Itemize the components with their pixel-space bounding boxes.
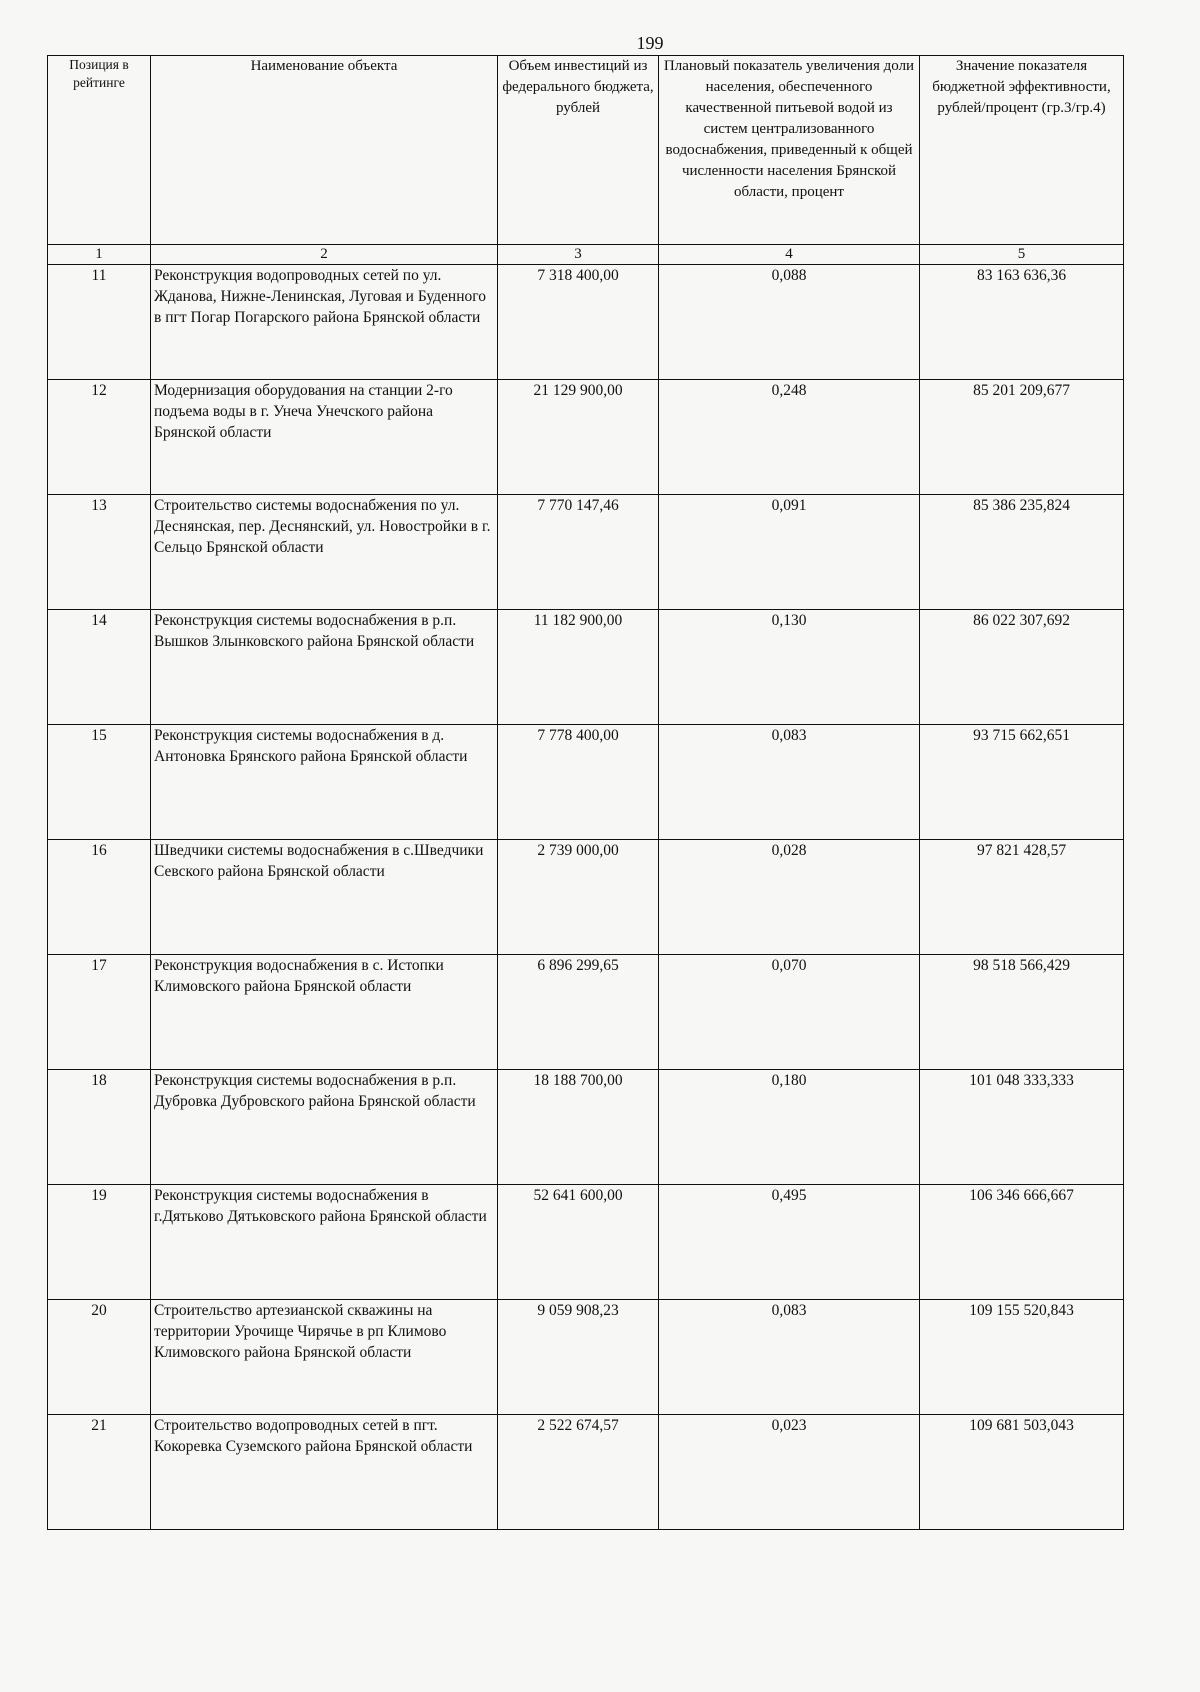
header-position: Позиция в рейтинге: [48, 56, 151, 245]
cell-planned-indicator: 0,028: [659, 840, 920, 955]
cell-budget-efficiency: 83 163 636,36: [920, 265, 1124, 380]
header-investment-amount: Объем инвестиций из федерального бюджета, рублей: [498, 56, 659, 245]
cell-budget-efficiency: 85 201 209,677: [920, 380, 1124, 495]
cell-investment-amount: 21 129 900,00: [498, 380, 659, 495]
cell-object-name: Строительство артезианской скважины на территории Урочище Чирячье в рп Климово Климовского района Брянской области: [151, 1300, 498, 1415]
cell-investment-amount: 6 896 299,65: [498, 955, 659, 1070]
cell-planned-indicator: 0,180: [659, 1070, 920, 1185]
table-row: [48, 955, 1124, 1070]
column-number: 4: [659, 245, 920, 265]
cell-budget-efficiency: 106 346 666,667: [920, 1185, 1124, 1300]
cell-position: 13: [48, 495, 151, 610]
cell-planned-indicator: 0,091: [659, 495, 920, 610]
cell-object-name: Реконструкция системы водоснабжения в д. Антоновка Брянского района Брянской области: [151, 725, 498, 840]
cell-position: 18: [48, 1070, 151, 1185]
cell-budget-efficiency: 109 155 520,843: [920, 1300, 1124, 1415]
cell-object-name: Модернизация оборудования на станции 2-го подъема воды в г. Унеча Унечского района Брянской области: [151, 380, 498, 495]
table-row: [48, 1415, 1124, 1530]
cell-planned-indicator: 0,088: [659, 265, 920, 380]
table-row: [48, 380, 1124, 495]
cell-position: 21: [48, 1415, 151, 1530]
table-row: [48, 1185, 1124, 1300]
cell-position: 11: [48, 265, 151, 380]
cell-investment-amount: 18 188 700,00: [498, 1070, 659, 1185]
cell-budget-efficiency: 85 386 235,824: [920, 495, 1124, 610]
cell-investment-amount: 52 641 600,00: [498, 1185, 659, 1300]
column-number-row: [48, 245, 1124, 265]
cell-position: 12: [48, 380, 151, 495]
cell-planned-indicator: 0,070: [659, 955, 920, 1070]
header-object-name: Наименование объекта: [151, 56, 498, 245]
cell-budget-efficiency: 93 715 662,651: [920, 725, 1124, 840]
cell-object-name: Реконструкция системы водоснабжения в р.п. Дубровка Дубровского района Брянской области: [151, 1070, 498, 1185]
cell-object-name: Строительство системы водоснабжения по ул. Деснянская, пер. Деснянский, ул. Новостройки в г. Сельцо Брянской области: [151, 495, 498, 610]
cell-position: 17: [48, 955, 151, 1070]
cell-investment-amount: 9 059 908,23: [498, 1300, 659, 1415]
table-row: [48, 265, 1124, 380]
cell-investment-amount: 2 522 674,57: [498, 1415, 659, 1530]
cell-budget-efficiency: 97 821 428,57: [920, 840, 1124, 955]
table-header-row: [48, 56, 1124, 245]
cell-object-name: Строительство водопроводных сетей в пгт. Кокоревка Суземского района Брянской области: [151, 1415, 498, 1530]
cell-object-name: Реконструкция системы водоснабжения в р.п. Вышков Злынковского района Брянской области: [151, 610, 498, 725]
page-number: 199: [636, 33, 664, 53]
column-number: 3: [498, 245, 659, 265]
cell-object-name: Реконструкция водоснабжения в с. Истопки Климовского района Брянской области: [151, 955, 498, 1070]
cell-position: 14: [48, 610, 151, 725]
cell-object-name: Реконструкция водопроводных сетей по ул. Жданова, Нижне-Ленинская, Луговая и Буденного в пгт Погар Погарского района Брянской области: [151, 265, 498, 380]
column-number: 2: [151, 245, 498, 265]
table-row: [48, 495, 1124, 610]
table-row: [48, 1070, 1124, 1185]
cell-planned-indicator: 0,083: [659, 1300, 920, 1415]
column-number: 5: [920, 245, 1124, 265]
cell-position: 15: [48, 725, 151, 840]
cell-investment-amount: 11 182 900,00: [498, 610, 659, 725]
cell-planned-indicator: 0,083: [659, 725, 920, 840]
cell-object-name: Шведчики системы водоснабжения в с.Шведчики Севского района Брянской области: [151, 840, 498, 955]
cell-position: 19: [48, 1185, 151, 1300]
investment-rating-table: [47, 55, 1124, 1530]
cell-investment-amount: 7 778 400,00: [498, 725, 659, 840]
table-row: [48, 610, 1124, 725]
cell-investment-amount: 7 318 400,00: [498, 265, 659, 380]
cell-budget-efficiency: 109 681 503,043: [920, 1415, 1124, 1530]
cell-position: 16: [48, 840, 151, 955]
header-budget-efficiency: Значение показателя бюджетной эффективности, рублей/процент (гр.3/гр.4): [920, 56, 1124, 245]
header-planned-indicator: Плановый показатель увеличения доли населения, обеспеченного качественной питьевой водой из систем централизованного водоснабжения, приведенный к общей численности населения Брянской области, процент: [659, 56, 920, 245]
cell-budget-efficiency: 98 518 566,429: [920, 955, 1124, 1070]
cell-planned-indicator: 0,495: [659, 1185, 920, 1300]
cell-planned-indicator: 0,130: [659, 610, 920, 725]
cell-investment-amount: 7 770 147,46: [498, 495, 659, 610]
cell-object-name: Реконструкция системы водоснабжения в г.Дятьково Дятьковского района Брянской области: [151, 1185, 498, 1300]
cell-planned-indicator: 0,023: [659, 1415, 920, 1530]
cell-budget-efficiency: 86 022 307,692: [920, 610, 1124, 725]
table-row: [48, 840, 1124, 955]
column-number: 1: [48, 245, 151, 265]
cell-planned-indicator: 0,248: [659, 380, 920, 495]
cell-investment-amount: 2 739 000,00: [498, 840, 659, 955]
table-row: [48, 725, 1124, 840]
cell-budget-efficiency: 101 048 333,333: [920, 1070, 1124, 1185]
cell-position: 20: [48, 1300, 151, 1415]
table-row: [48, 1300, 1124, 1415]
